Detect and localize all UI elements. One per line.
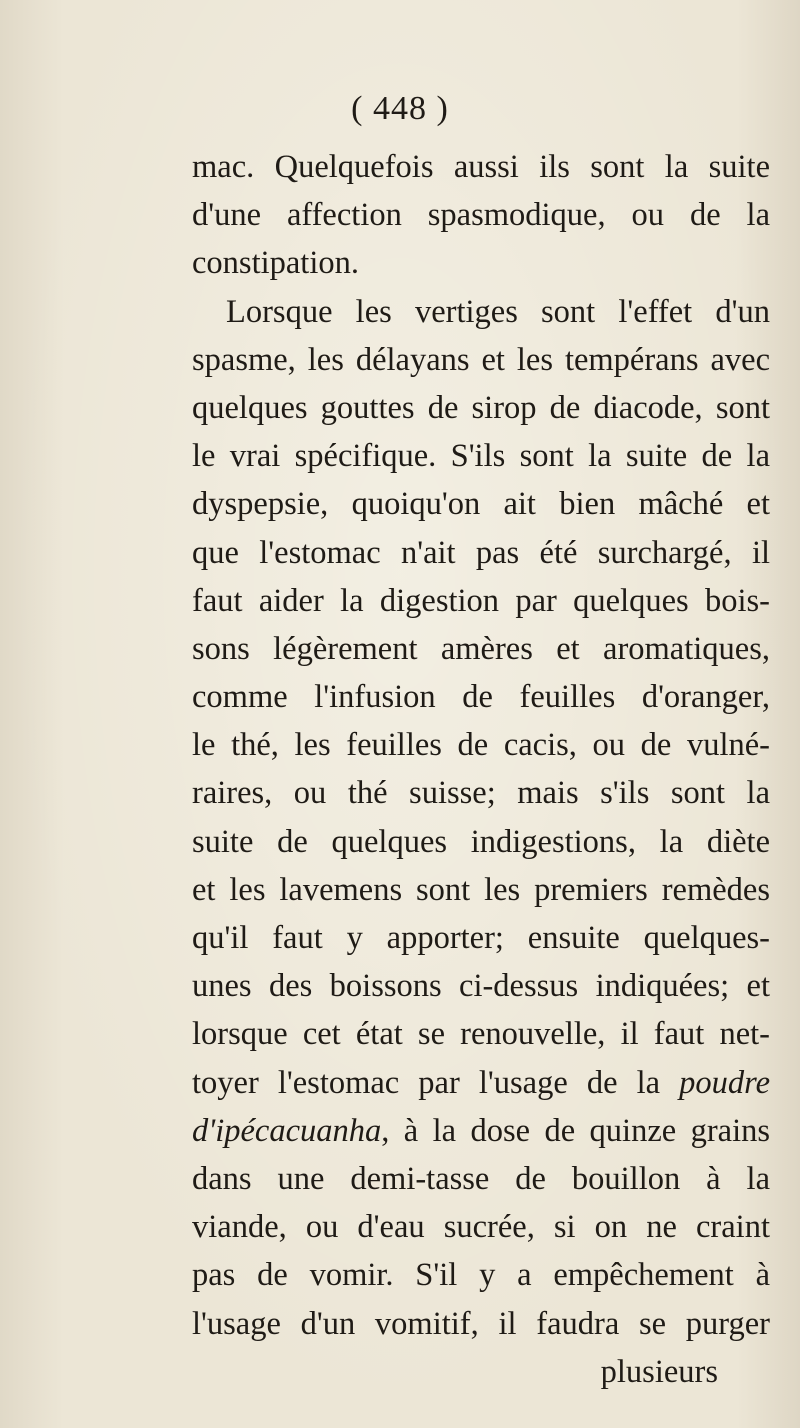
text-line: l'usage d'un vomitif, il faudra se purger xyxy=(192,1305,770,1342)
text-line-with-italic xyxy=(192,1107,770,1155)
text-line: le vrai spécifique. S'ils sont la suite de la xyxy=(192,438,770,475)
text-line: comme l'infusion de feuilles d'oranger, xyxy=(192,679,770,716)
text-line: constipation. xyxy=(192,245,359,282)
text-line: que l'estomac n'ait pas été surchargé, il xyxy=(192,534,770,571)
text-line: mac. Quelquefois aussi ils sont la suite xyxy=(192,149,770,185)
text-line: et les lavemens sont les premiers remèdes xyxy=(192,871,770,908)
page-number: ( 448 ) xyxy=(351,90,449,127)
text-line: faut aider la digestion par quelques bois- xyxy=(192,582,770,619)
text-line: spasme, les délayans et les tempérans avec xyxy=(192,341,770,378)
catchword: plusieurs xyxy=(600,1353,718,1390)
text-line: raires, ou thé suisse; mais s'ils sont la xyxy=(192,775,770,812)
text-run: toyer l'estomac par l'usage de la xyxy=(192,1064,680,1101)
text-line: viande, ou d'eau sucrée, si on ne craint xyxy=(192,1209,770,1246)
text-line: unes des boissons ci-dessus indiquées; et xyxy=(192,968,770,1005)
text-line: qu'il faut y apporter; ensuite quelques- xyxy=(192,920,770,956)
text-line: d'une affection spasmodique, ou de la xyxy=(192,197,770,234)
text-line: Lorsque les vertiges sont l'effet d'un xyxy=(226,293,770,330)
italic-term: poudre xyxy=(679,1064,770,1101)
text-line: lorsque cet état se renouvelle, il faut net- xyxy=(192,1016,770,1053)
text-line: suite de quelques indigestions, la diète xyxy=(192,823,770,860)
text-line: dyspepsie, quoiqu'on ait bien mâché et xyxy=(192,486,770,523)
text-line: dans une demi-tasse de bouillon à la xyxy=(192,1160,770,1197)
body-text xyxy=(192,143,770,1396)
text-line: pas de vomir. S'il y a empêchement à xyxy=(192,1257,770,1294)
text-line: sons légèrement amères et aromatiques, xyxy=(192,630,770,667)
text-line-with-italic xyxy=(192,1059,770,1107)
italic-term: d'ipécacuanha xyxy=(192,1112,382,1149)
text-line: le thé, les feuilles de cacis, ou de vulné- xyxy=(192,727,770,764)
text-run: , à la dose de quinze grains xyxy=(381,1112,770,1149)
text-line: quelques gouttes de sirop de diacode, sont xyxy=(192,389,770,426)
